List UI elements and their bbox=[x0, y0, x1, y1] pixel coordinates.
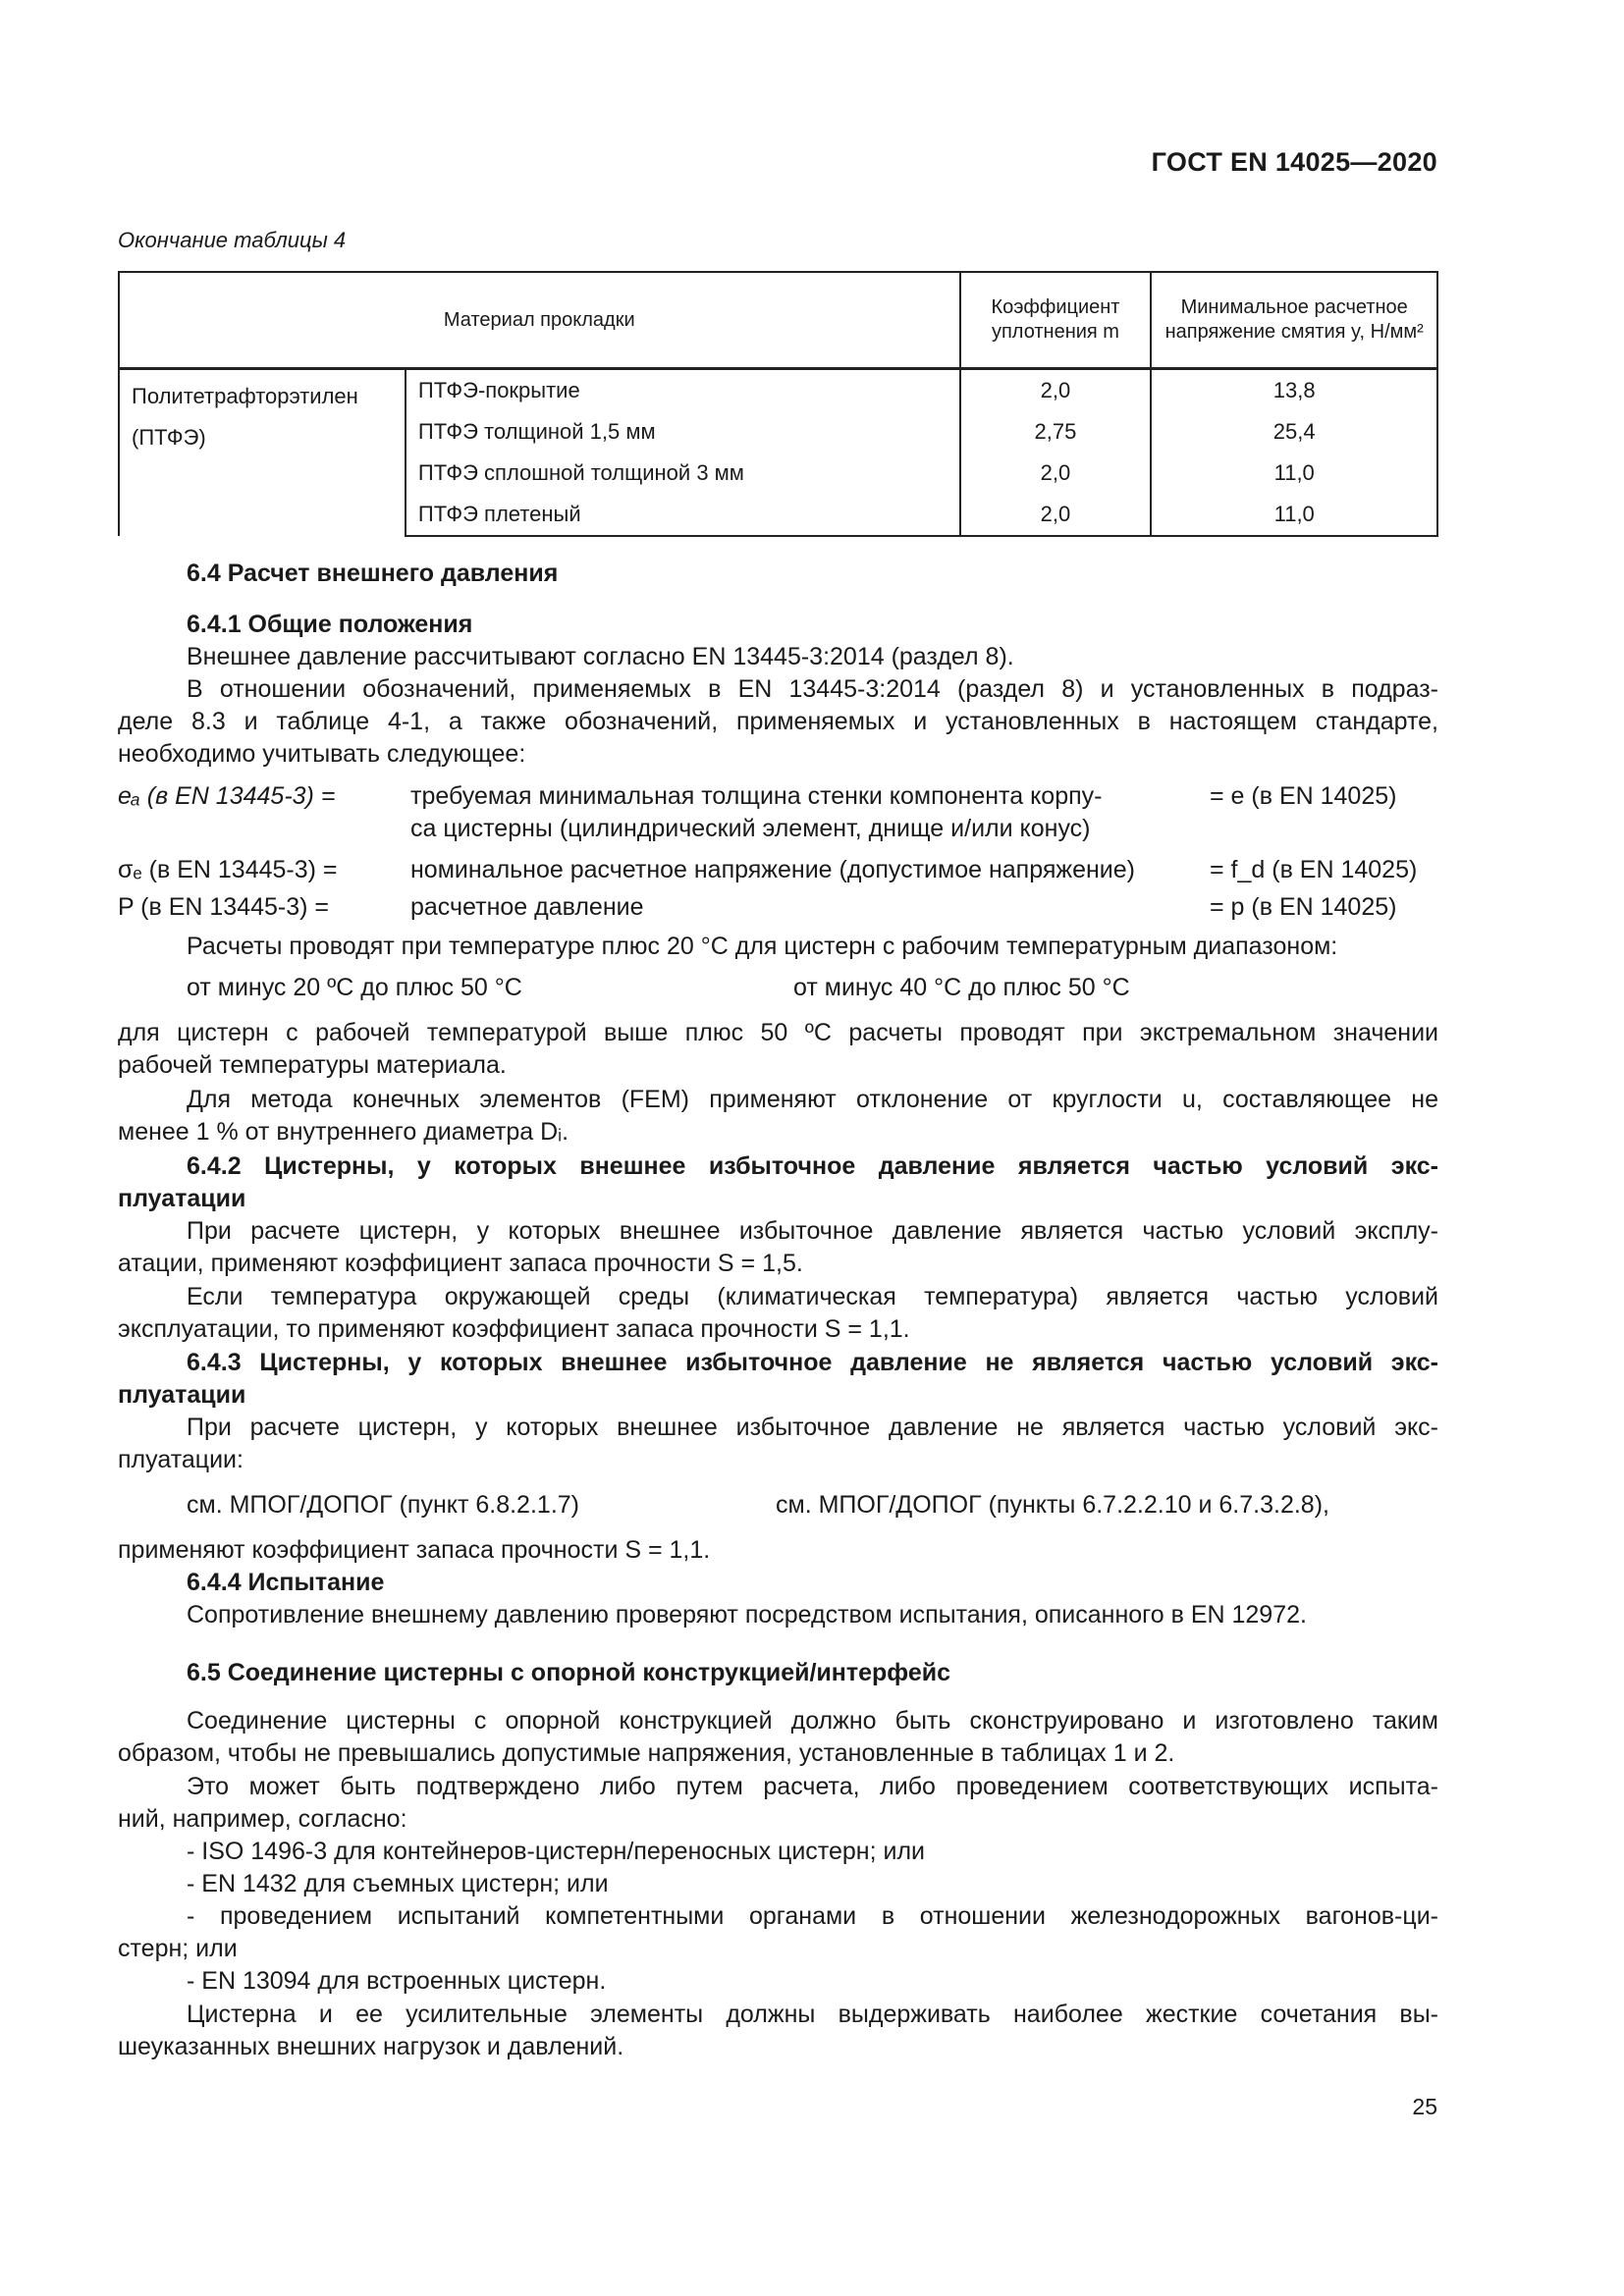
temperature-range: от минус 20 ºС до плюс 50 °С bbox=[187, 974, 522, 1001]
col-header-coef: Коэффициент уплотнения m bbox=[960, 272, 1152, 369]
paragraph: деле 8.3 и таблице 4-1, а также обозначений, применяемых и установленных в настоящем стандарте, bbox=[118, 708, 1438, 735]
paragraph: применяют коэффициент запаса прочности S = 1,1. bbox=[118, 1536, 711, 1564]
paragraph: необходимо учитывать следующее: bbox=[118, 740, 526, 768]
list-item-cont: стерн; или bbox=[118, 1935, 238, 1962]
section-6-4-2-title-cont: плуатации bbox=[118, 1185, 246, 1212]
list-item: - ISO 1496-3 для контейнеров-цистерн/переносных цистерн; или bbox=[187, 1838, 925, 1865]
row-m: 2,0 bbox=[960, 494, 1152, 536]
paragraph: рабочей температуры материала. bbox=[118, 1051, 507, 1079]
paragraph: Для метода конечных элементов (FEM) применяют отклонение от круглости u, составляющее не bbox=[187, 1086, 1438, 1113]
row-y: 13,8 bbox=[1151, 369, 1437, 412]
def-equivalent: = f_d (в EN 14025) bbox=[1210, 856, 1418, 883]
temperature-range: от минус 40 °С до плюс 50 °С bbox=[793, 974, 1130, 1001]
paragraph: ний, например, согласно: bbox=[118, 1805, 407, 1833]
reference: см. МПОГ/ДОПОГ (пункт 6.8.2.1.7) bbox=[187, 1491, 579, 1519]
paragraph: При расчете цистерн, у которых внешнее избыточное давление является частью условий эксплу- bbox=[187, 1217, 1438, 1245]
paragraph: эксплуатации, то применяют коэффициент запаса прочности S = 1,1. bbox=[118, 1315, 910, 1343]
paragraph: Сопротивление внешнему давлению проверяют посредством испытания, описанного в EN 12972. bbox=[187, 1601, 1307, 1629]
row-m: 2,75 bbox=[960, 411, 1152, 453]
section-6-4-3-title: 6.4.3 Цистерны, у которых внешнее избыточное давление не является частью условий экс- bbox=[187, 1349, 1438, 1376]
table-caption: Окончание таблицы 4 bbox=[118, 228, 347, 252]
list-item: - EN 1432 для съемных цистерн; или bbox=[187, 1870, 609, 1897]
def-symbol: σₑ (в EN 13445-3) = bbox=[118, 856, 338, 883]
paragraph: Если температура окружающей среды (климатическая температура) является частью условий bbox=[187, 1283, 1438, 1310]
def-text: са цистерны (цилиндрический элемент, днище и/или конус) bbox=[410, 815, 1091, 842]
col-header-material: Материал прокладки bbox=[119, 272, 960, 369]
row-m: 2,0 bbox=[960, 369, 1152, 412]
section-6-4-3-title-cont: плуатации bbox=[118, 1381, 246, 1409]
page-number: 25 bbox=[1412, 2094, 1437, 2119]
section-6-4-4-title: 6.4.4 Испытание bbox=[187, 1569, 385, 1596]
def-equivalent: = e (в EN 14025) bbox=[1210, 782, 1397, 810]
row-name: ПТФЭ плетеный bbox=[406, 494, 960, 536]
paragraph: В отношении обозначений, применяемых в EN 13445-3:2014 (раздел 8) и установленных в подраз- bbox=[187, 675, 1438, 703]
def-text: номинальное расчетное напряжение (допустимое напряжение) bbox=[410, 856, 1136, 883]
row-y: 25,4 bbox=[1151, 411, 1437, 453]
paragraph: атации, применяют коэффициент запаса прочности S = 1,5. bbox=[118, 1250, 803, 1277]
gasket-table bbox=[118, 271, 1438, 537]
paragraph: Цистерна и ее усилительные элементы должны выдерживать наиболее жесткие сочетания вы- bbox=[187, 2001, 1438, 2028]
paragraph: Это может быть подтверждено либо путем расчета, либо проведением соответствующих испыта- bbox=[187, 1773, 1438, 1800]
row-y: 11,0 bbox=[1151, 494, 1437, 536]
section-6-4-1-title: 6.4.1 Общие положения bbox=[187, 611, 473, 638]
row-name: ПТФЭ-покрытие bbox=[406, 369, 960, 412]
paragraph: менее 1 % от внутреннего диаметра Dᵢ. bbox=[118, 1118, 569, 1146]
paragraph: При расчете цистерн, у которых внешнее избыточное давление не является частью условий экс- bbox=[187, 1414, 1438, 1441]
row-name: ПТФЭ сплошной толщиной 3 мм bbox=[406, 453, 960, 494]
material-group: Политетрафторэтилен (ПТФЭ) bbox=[119, 369, 406, 537]
reference: см. МПОГ/ДОПОГ (пункты 6.7.2.2.10 и 6.7.3.2.8), bbox=[776, 1491, 1329, 1519]
row-y: 11,0 bbox=[1151, 453, 1437, 494]
paragraph: Внешнее давление рассчитывают согласно EN 13445-3:2014 (раздел 8). bbox=[187, 643, 1014, 670]
def-equivalent: = p (в EN 14025) bbox=[1210, 893, 1397, 921]
paragraph: для цистерн с рабочей температурой выше плюс 50 ºС расчеты проводят при экстремальном значении bbox=[118, 1019, 1438, 1046]
col-header-stress: Минимальное расчетное напряжение смятия y, Н/мм² bbox=[1151, 272, 1437, 369]
section-6-4-2-title: 6.4.2 Цистерны, у которых внешнее избыточное давление является частью условий экс- bbox=[187, 1152, 1438, 1180]
row-name: ПТФЭ толщиной 1,5 мм bbox=[406, 411, 960, 453]
def-symbol: P (в EN 13445-3) = bbox=[118, 893, 330, 921]
table-row bbox=[119, 369, 1437, 412]
standard-header: ГОСТ EN 14025—2020 bbox=[1151, 147, 1437, 177]
section-6-5-title: 6.5 Соединение цистерны с опорной конструкцией/интерфейс bbox=[187, 1659, 951, 1686]
paragraph: плуатации: bbox=[118, 1446, 244, 1473]
def-text: требуемая минимальная толщина стенки компонента корпу- bbox=[410, 782, 1103, 810]
list-item: - EN 13094 для встроенных цистерн. bbox=[187, 1967, 607, 1995]
paragraph: Соединение цистерны с опорной конструкцией должно быть сконструировано и изготовлено таким bbox=[187, 1707, 1438, 1735]
def-symbol: eₐ (в EN 13445-3) = bbox=[118, 782, 336, 810]
paragraph: шеуказанных внешних нагрузок и давлений. bbox=[118, 2033, 624, 2060]
list-item: - проведением испытаний компетентными органами в отношении железнодорожных вагонов-ци- bbox=[187, 1902, 1438, 1930]
def-text: расчетное давление bbox=[410, 893, 644, 921]
paragraph: Расчеты проводят при температуре плюс 20 °С для цистерн с рабочим температурным диапазоном: bbox=[187, 933, 1338, 960]
section-6-4-title: 6.4 Расчет внешнего давления bbox=[187, 560, 559, 587]
row-m: 2,0 bbox=[960, 453, 1152, 494]
paragraph: образом, чтобы не превышались допустимые напряжения, установленные в таблицах 1 и 2. bbox=[118, 1739, 1175, 1767]
